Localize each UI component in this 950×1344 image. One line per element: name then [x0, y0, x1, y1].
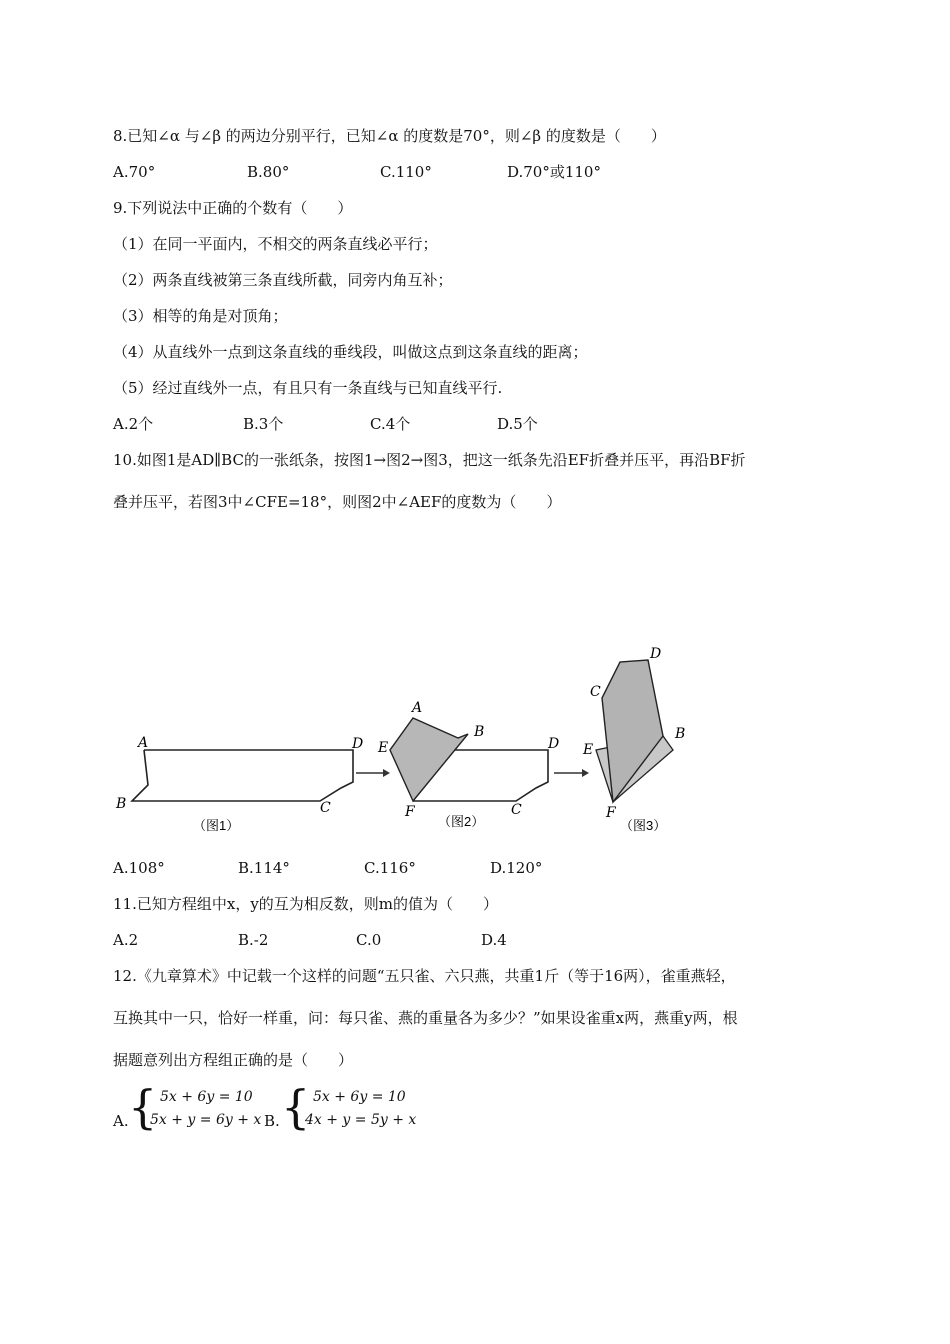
q8-option-c[interactable]: C.110° — [380, 163, 432, 181]
q9-option-b[interactable]: B.3个 — [243, 415, 284, 433]
caption-fig2: （图2） — [438, 814, 485, 829]
q8-stem: 8.已知∠α 与∠β 的两边分别平行，已知∠α 的度数是70°，则∠β 的度数是（ ） — [113, 127, 666, 145]
q12-stem-line3: 据题意列出方程组正确的是（ ） — [113, 1051, 354, 1069]
q9-stem: 9.下列说法中正确的个数有（ ） — [113, 199, 353, 217]
figure-2 — [377, 700, 559, 829]
caption-fig1: （图1） — [193, 818, 240, 833]
q11-option-d[interactable]: D.4 — [481, 931, 507, 949]
q12-option-a-brace: { — [128, 1080, 158, 1134]
q9-statement-2: （2）两条直线被第三条直线所截，同旁内角互补； — [113, 271, 453, 289]
q10-option-d[interactable]: D.120° — [490, 859, 543, 877]
arrow-1 — [356, 769, 390, 777]
q12-option-a-label: A. — [113, 1112, 129, 1130]
q8-option-d[interactable]: D.70°或110° — [507, 163, 601, 181]
label-f-fig2: F — [405, 804, 415, 820]
label-b-fig1: B — [116, 796, 127, 812]
q10-option-a[interactable]: A.108° — [113, 859, 165, 877]
q10-option-b[interactable]: B.114° — [238, 859, 290, 877]
q12-option-b-eq2: 4x + y = 5y + x — [305, 1112, 417, 1128]
label-a-fig2: A — [412, 700, 423, 716]
q9-statement-4: （4）从直线外一点到这条直线的垂线段，叫做这点到这条直线的距离； — [113, 343, 588, 361]
q9-option-c[interactable]: C.4个 — [370, 415, 411, 433]
caption-fig3: （图3） — [620, 818, 667, 833]
q11-option-a[interactable]: A.2 — [113, 931, 139, 949]
q10-figure — [108, 640, 708, 860]
label-c-fig3: C — [590, 684, 601, 700]
q10-stem-line1: 10.如图1是AD∥BC的一张纸条，按图1→图2→图3，把这一纸条先沿EF折叠并压平，再沿BF折 — [113, 451, 746, 469]
q11-option-c[interactable]: C.0 — [356, 931, 382, 949]
label-e-fig2: E — [378, 740, 389, 756]
q9-option-a[interactable]: A.2个 — [113, 415, 154, 433]
q11-stem: 11.已知方程组中x，y的互为相反数，则m的值为（ ） — [113, 895, 499, 913]
q9-statement-1: （1）在同一平面内，不相交的两条直线必平行； — [113, 235, 438, 253]
q10-option-c[interactable]: C.116° — [364, 859, 416, 877]
q12-stem-line1: 12.《九章算术》中记载一个这样的问题“五只雀、六只燕，共重1斤（等于16两），雀重燕轻， — [113, 967, 736, 985]
label-b-fig2: B — [474, 724, 485, 740]
label-c-fig2: C — [511, 802, 522, 818]
label-a-fig1: A — [138, 735, 149, 751]
q12-stem-line2: 互换其中一只，恰好一样重，问：每只雀、燕的重量各为多少？”如果设雀重x两，燕重y两，根 — [113, 1009, 738, 1027]
q12-option-b-eq1: 5x + 6y = 10 — [313, 1089, 406, 1105]
label-f-fig3: F — [606, 805, 616, 821]
label-c-fig1: C — [320, 800, 331, 816]
label-d-fig3: D — [650, 646, 662, 662]
q12-option-b-brace: { — [281, 1080, 311, 1134]
q8-option-b[interactable]: B.80° — [247, 163, 290, 181]
label-d-fig1: D — [352, 736, 364, 752]
q8-option-a[interactable]: A.70° — [113, 163, 156, 181]
arrow-2 — [554, 769, 589, 777]
label-d-fig2: D — [548, 736, 560, 752]
figure-1 — [115, 735, 363, 833]
q9-statement-3: （3）相等的角是对顶角； — [113, 307, 288, 325]
q9-statement-5: （5）经过直线外一点，有且只有一条直线与已知直线平行. — [113, 379, 503, 397]
q9-option-d[interactable]: D.5个 — [497, 415, 538, 433]
q10-stem-line2: 叠并压平，若图3中∠CFE=18°，则图2中∠AEF的度数为（ ） — [113, 493, 562, 511]
figure-3 — [582, 646, 685, 833]
q12-option-a-eq2: 5x + y = 6y + x — [150, 1112, 262, 1128]
q11-option-b[interactable]: B.-2 — [238, 931, 269, 949]
label-b-fig3: B — [675, 726, 686, 742]
q12-option-b-label: B. — [264, 1112, 280, 1130]
q12-option-a-eq1: 5x + 6y = 10 — [160, 1089, 253, 1105]
label-e-fig3: E — [583, 742, 594, 758]
